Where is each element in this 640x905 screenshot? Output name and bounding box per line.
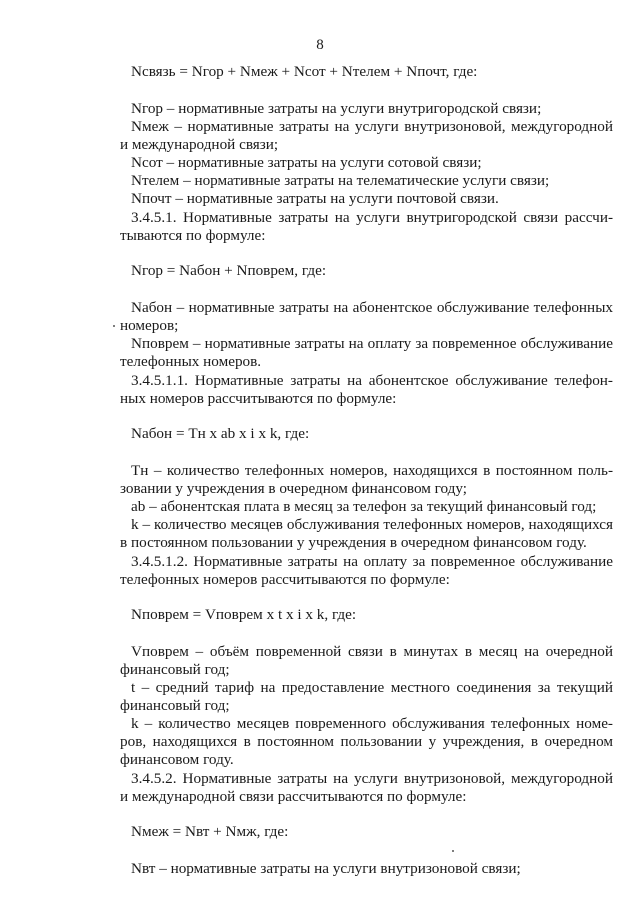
text-line: Nсвязь = Nгор + Nмеж + Nсот + Nтелем + Nпочт, где: xyxy=(131,63,478,80)
text-line: Tн – количество телефонных номеров, находящихся в постоянном поль- xyxy=(131,462,613,479)
text-line: Nпочт – нормативные затраты на услуги почтовой связи. xyxy=(131,190,499,207)
text-line: Vповрем – объём повременной связи в минутах в месяц на очередной xyxy=(131,643,613,660)
text-line: зовании у учреждения в очередном финансовом году; xyxy=(120,480,468,497)
text-line: и международной связи рассчитываются по формуле: xyxy=(120,788,467,805)
text-line: t – средний тариф на предоставление местного соединения за текущий xyxy=(131,679,613,696)
text-line: Nгор = Nабон + Nповрем, где: xyxy=(131,262,327,279)
text-line: k – количество месяцев обслуживания телефонных номеров, находящихся xyxy=(131,516,613,533)
text-line: Nповрем – нормативные затраты на оплату за повременное обслуживание xyxy=(131,335,613,352)
text-line: Nвт – нормативные затраты на услуги внутризоновой связи; xyxy=(131,860,521,877)
text-line: Nсот – нормативные затраты на услуги сотовой связи; xyxy=(131,154,482,171)
text-line: телефонных номеров. xyxy=(120,353,262,370)
text-line: телефонных номеров рассчитываются по формуле: xyxy=(120,571,450,588)
text-line: 3.4.5.1.2. Нормативные затраты на оплату за повременное обслуживание xyxy=(131,553,613,570)
text-line: 3.4.5.1. Нормативные затраты на услуги внутригородской связи рассчи- xyxy=(131,209,613,226)
scan-speck xyxy=(113,325,115,327)
text-line: номеров; xyxy=(120,317,179,334)
text-line: Nповрем = Vповрем x t x i x k, где: xyxy=(131,606,357,623)
text-line: Nтелем – нормативные затраты на телематические услуги связи; xyxy=(131,172,550,189)
text-line: Nабон = Tн x ab x i x k, где: xyxy=(131,425,310,442)
text-line: Nмеж = Nвт + Nмж, где: xyxy=(131,823,289,840)
text-line: финансовый год; xyxy=(120,661,230,678)
text-line: 3.4.5.2. Нормативные затраты на услуги внутризоновой, междугородной xyxy=(131,770,613,787)
text-line: Nабон – нормативные затраты на абонентское обслуживание телефонных xyxy=(131,299,613,316)
text-line: ных номеров рассчитываются по формуле: xyxy=(120,390,397,407)
text-line: тываются по формуле: xyxy=(120,227,266,244)
text-line: финансовый год; xyxy=(120,697,230,714)
text-line: Nгор – нормативные затраты на услуги внутригородской связи; xyxy=(131,100,542,117)
text-line: ров, находящихся в постоянном пользовании у учреждения, в очередном xyxy=(120,733,613,750)
scan-speck xyxy=(452,850,454,852)
text-line: k – количество месяцев повременного обслуживания телефонных номе- xyxy=(131,715,613,732)
text-line: и международной связи; xyxy=(120,136,279,153)
text-line: 3.4.5.1.1. Нормативные затраты на абонентское обслуживание телефон- xyxy=(131,372,613,389)
text-line: в постоянном пользовании у учреждения в очередном финансовом году. xyxy=(120,534,587,551)
text-line: Nмеж – нормативные затраты на услуги внутризоновой, междугородной xyxy=(131,118,613,135)
text-line: финансовом году. xyxy=(120,751,234,768)
page-number: 8 xyxy=(316,37,324,53)
text-line: ab – абонентская плата в месяц за телефон за текущий финансовый год; xyxy=(131,498,597,515)
